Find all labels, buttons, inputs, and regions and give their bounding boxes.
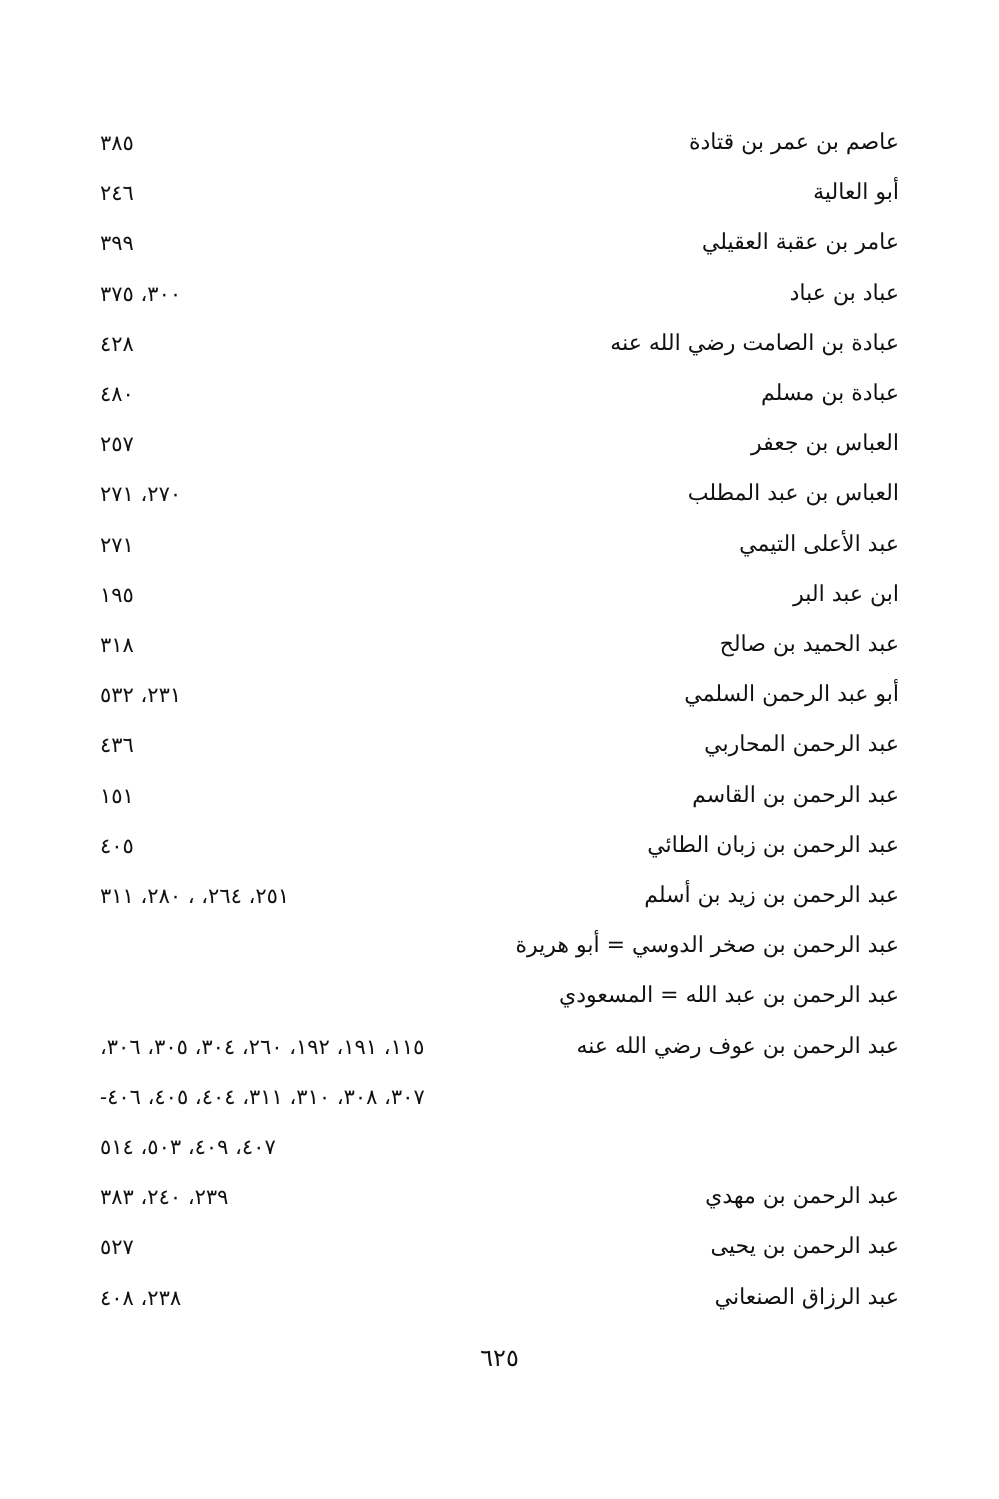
index-entry: [0, 419, 999, 469]
index-entry: [0, 771, 999, 821]
index-entry: [0, 1172, 999, 1222]
entry-page-refs: ٣٨٥: [100, 131, 134, 155]
entry-name: عباد بن عباد: [789, 280, 899, 306]
entry-page-refs: ٣٠٠، ٣٧٥: [100, 281, 182, 306]
entry-page-refs: ٤٠٧، ٤٠٩، ٥٠٣، ٥١٤: [100, 1135, 276, 1159]
entry-name: عبادة بن الصامت رضي الله عنه: [610, 330, 899, 356]
entry-page-refs: ٢٣٨، ٤٠٨: [100, 1285, 182, 1310]
entry-name: عبد الرحمن بن صخر الدوسي = أبو هريرة: [515, 933, 899, 959]
entry-page-refs: ٣٠٧، ٣٠٨، ٣١٠، ٣١١، ٤٠٤، ٤٠٥، ٤٠٦-: [100, 1084, 425, 1109]
entry-name: عبد الرحمن بن القاسم: [692, 782, 899, 808]
entry-name: عبد الحميد بن صالح: [719, 632, 899, 657]
entry-name: عبد الرحمن بن زيد بن أسلم: [644, 883, 899, 908]
entry-name: عبد الرحمن بن زبان الطائي: [647, 832, 899, 858]
entry-name: عبد الرحمن المحاربي: [704, 732, 899, 758]
entry-name: أبو عبد الرحمن السلمي: [684, 682, 899, 708]
page-number: ٦٢٥: [480, 1344, 519, 1372]
index-entry: [0, 1072, 999, 1122]
entry-page-refs: ١٩٥: [100, 582, 134, 607]
index-entry: [0, 821, 999, 871]
entry-name: عبد الرحمن بن عبد الله = المسعودي: [559, 983, 899, 1009]
index-entry: [0, 1273, 999, 1323]
index-entry: [0, 520, 999, 570]
entry-name: عبد الرزاق الصنعاني: [714, 1284, 899, 1310]
entry-page-refs: ٤٠٥: [100, 833, 134, 858]
entry-page-refs: ٢٧٠، ٢٧١: [100, 482, 182, 507]
entry-name: أبو العالية: [813, 180, 899, 206]
entry-page-refs: ٢٧١: [100, 532, 134, 557]
entry-page-refs: ١٥١: [100, 783, 134, 808]
index-entry: [0, 469, 999, 519]
index-entry: [0, 670, 999, 720]
entry-page-refs: ٣١٨: [100, 633, 134, 657]
index-entry: [0, 168, 999, 218]
entry-page-refs: ٥٢٧: [100, 1235, 134, 1260]
index-entry: [0, 1022, 999, 1072]
index-entry: [0, 1222, 999, 1272]
index-entry: [0, 269, 999, 319]
entry-name: عاصم بن عمر بن قتادة: [688, 130, 899, 155]
entry-page-refs: ٢٣١، ٥٣٢: [100, 683, 182, 708]
entry-name: العباس بن جعفر: [751, 431, 899, 457]
entry-page-refs: ٢٣٩، ٢٤٠، ٣٨٣: [100, 1185, 229, 1210]
entry-name: عبد الأعلى التيمي: [739, 531, 899, 557]
index-entry: [0, 218, 999, 268]
entry-name: عبد الرحمن بن مهدي: [705, 1184, 899, 1210]
index-entry: [0, 871, 999, 921]
index-entry: [0, 1122, 999, 1172]
index-entry: [0, 921, 999, 971]
entry-name: عامر بن عقبة العقيلي: [701, 230, 899, 256]
index-entry: [0, 118, 999, 168]
entry-name: ابن عبد البر: [793, 581, 899, 607]
entry-name: عبد الرحمن بن عوف رضي الله عنه: [576, 1033, 899, 1059]
index-entry: [0, 971, 999, 1021]
entry-page-refs: ٢٥١، ٢٦٤، ، ٢٨٠، ٣١١: [100, 884, 290, 908]
entry-page-refs: ٢٥٧: [100, 432, 134, 457]
entry-page-refs: ٤٨٠: [100, 382, 134, 406]
entry-page-refs: ٣٩٩: [100, 231, 134, 256]
index-entry: [0, 570, 999, 620]
index-entry: [0, 720, 999, 770]
entry-page-refs: ١١٥، ١٩١، ١٩٢، ٢٦٠، ٣٠٤، ٣٠٥، ٣٠٦،: [100, 1034, 425, 1059]
index-entry: [0, 319, 999, 369]
index-entry: [0, 369, 999, 419]
index-entry: [0, 620, 999, 670]
entry-name: العباس بن عبد المطلب: [687, 481, 899, 507]
entry-page-refs: ٤٣٦: [100, 733, 134, 758]
entry-page-refs: ٤٢٨: [100, 331, 134, 356]
entry-name: عبد الرحمن بن يحيى: [710, 1234, 899, 1260]
entry-page-refs: ٢٤٦: [100, 181, 134, 206]
entry-name: عبادة بن مسلم: [761, 381, 899, 406]
